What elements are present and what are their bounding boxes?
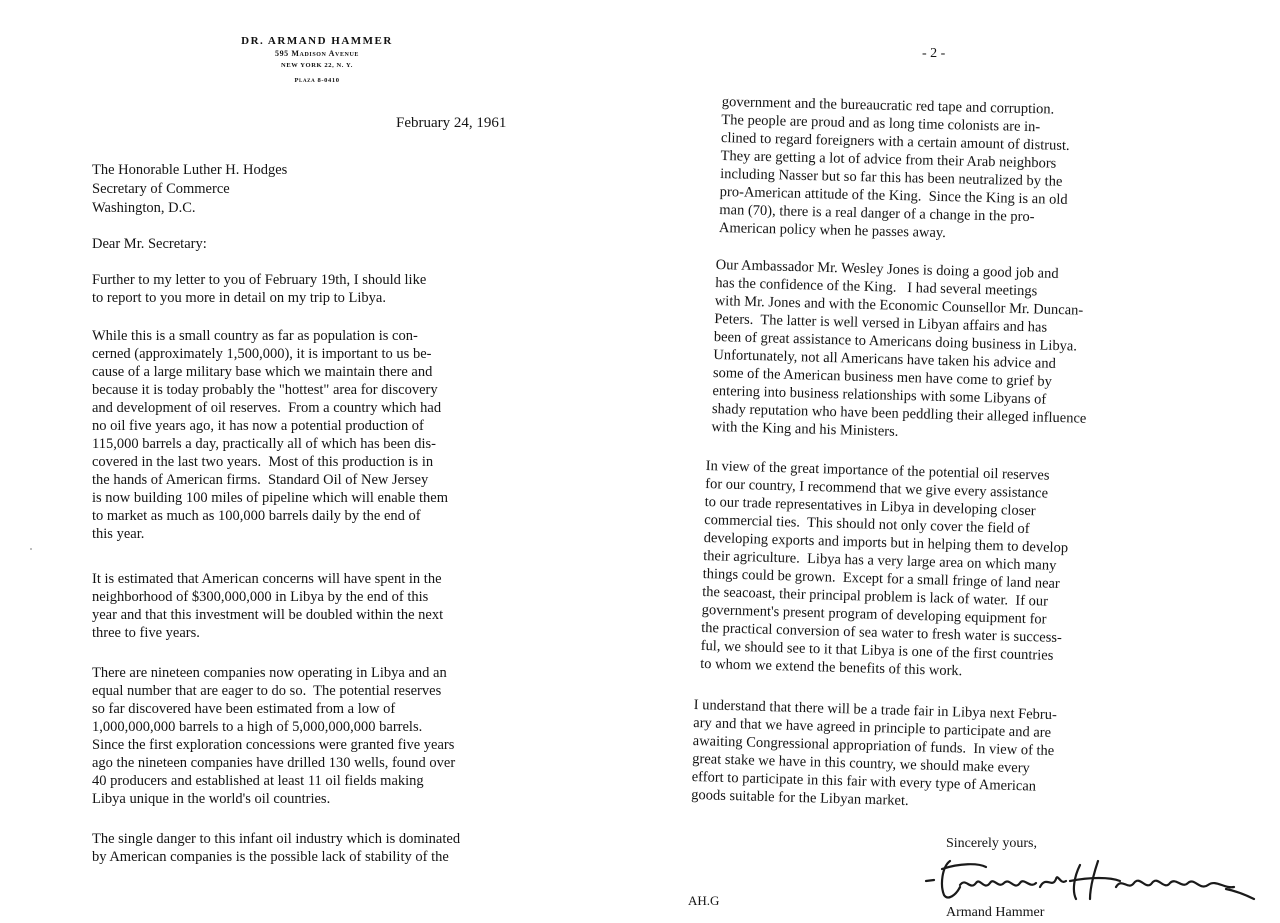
scan-speck	[30, 548, 32, 550]
closing: Sincerely yours,	[946, 836, 1037, 851]
letterhead-address: 595 Madison Avenue	[274, 49, 360, 58]
body-paragraph: There are nineteen companies now operating in Libya and an equal number that are eager to do so. The potential reserves so far discovered have been estimated from a low of 1,000,000,000 barrels to a high of 5,000,000,000 barrels. Since the first exploration concessions were granted five years ago the nineteen companies have drilled 130 wells, found over 40 producers and established at least 11 oil fields making Libya unique in the world's oil countries.	[92, 665, 456, 807]
body-paragraph: I understand that there will be a trade fair in Libya next Febru- ary and that we have agreed in principle to participate and are awaiting Congressional appropriation of funds. In view of the great stake we have in this country, we should make every effort to participate in this fair with every type of American goods suitable for the Libyan market.	[691, 696, 1058, 810]
page-number: - 2 -	[922, 46, 946, 61]
typist-initials: AH.G	[688, 893, 720, 908]
letterhead	[200, 34, 434, 84]
body-paragraph: It is estimated that American concerns will have spent in the neighborhood of $300,000,000 in Libya by the end of this year and that this investment will be doubled within the next three to five years.	[92, 571, 444, 641]
addressee-block: The Honorable Luther H. Hodges Secretary of Commerce Washington, D.C.	[92, 162, 288, 216]
letterhead-phone: Plaza 8-0410	[294, 77, 340, 84]
letterhead-name: DR. ARMAND HAMMER	[241, 35, 393, 47]
body-paragraph: While this is a small country as far as population is con- cerned (approximately 1,500,000), it is important to us be- cause of a large military base which we maintain there and because it is today probably the "hottest" area for discovery and development of oil reserves. From a country which had no oil five years ago, it has now a potential production of 115,000 barrels a day, practically all of which has been dis- covered in the last two years. Most of this production is in the hands of American firms. Standard Oil of New Jersey is now building 100 miles of pipeline which will enable them to market as much as 100,000 barrels daily by the end of this year.	[92, 328, 449, 542]
letter-page-two	[650, 0, 1280, 923]
salutation: Dear Mr. Secretary:	[92, 236, 207, 252]
body-paragraph: Further to my letter to you of February 19th, I should like to report to you more in detail on my trip to Libya.	[92, 272, 427, 306]
handwritten-signature	[920, 855, 1260, 905]
body-paragraph: In view of the great importance of the potential oil reserves for our country, I recommend that we give every assistance to our trade representatives in Libya in developing closer commercial ties. This should not only cover the field of developing exports and imports but in helping them to develop their agriculture. Libya has a very large area on which many things could be grown. Except for a small fringe of land near the seacoast, their principal problem is lack of water. If our government's present program of developing equipment for the practical conversion of sea water to fresh water is success- ful, we should see to it that Libya is one of the first countries to whom we extend the benefits of this work.	[699, 457, 1069, 680]
letterhead-city: NEW YORK 22, N. Y.	[281, 62, 353, 69]
body-paragraph: government and the bureaucratic red tape and corruption. The people are proud and as long time colonists are in- clined to regard foreigners with a certain amount of distrust. They are getting a lot of advice from their Arab neighbors including Nasser but so far this has been neutralized by the pro-American attitude of the King. Since the King is an old man (70), there is a real danger of a change in the pro- American policy when he passes away.	[718, 93, 1070, 242]
body-paragraph: The single danger to this infant oil industry which is dominated by American companies is the possible lack of stability of the	[92, 831, 461, 865]
letter-date: February 24, 1961	[396, 115, 507, 131]
signer-name: Armand Hammer	[946, 905, 1045, 920]
body-paragraph: Our Ambassador Mr. Wesley Jones is doing a good job and has the confidence of the King. I had several meetings with Mr. Jones and with the Economic Counsellor Mr. Duncan- Peters. The latter is well versed in Libyan affairs and has been of great assistance to Americans doing business in Libya. Unfortunately, not all Americans have taken his advice and some of the American business men have come to grief by entering into business relationships with some Libyans of shady reputation who have been peddling their alleged influence with the King and his Ministers.	[711, 256, 1087, 440]
